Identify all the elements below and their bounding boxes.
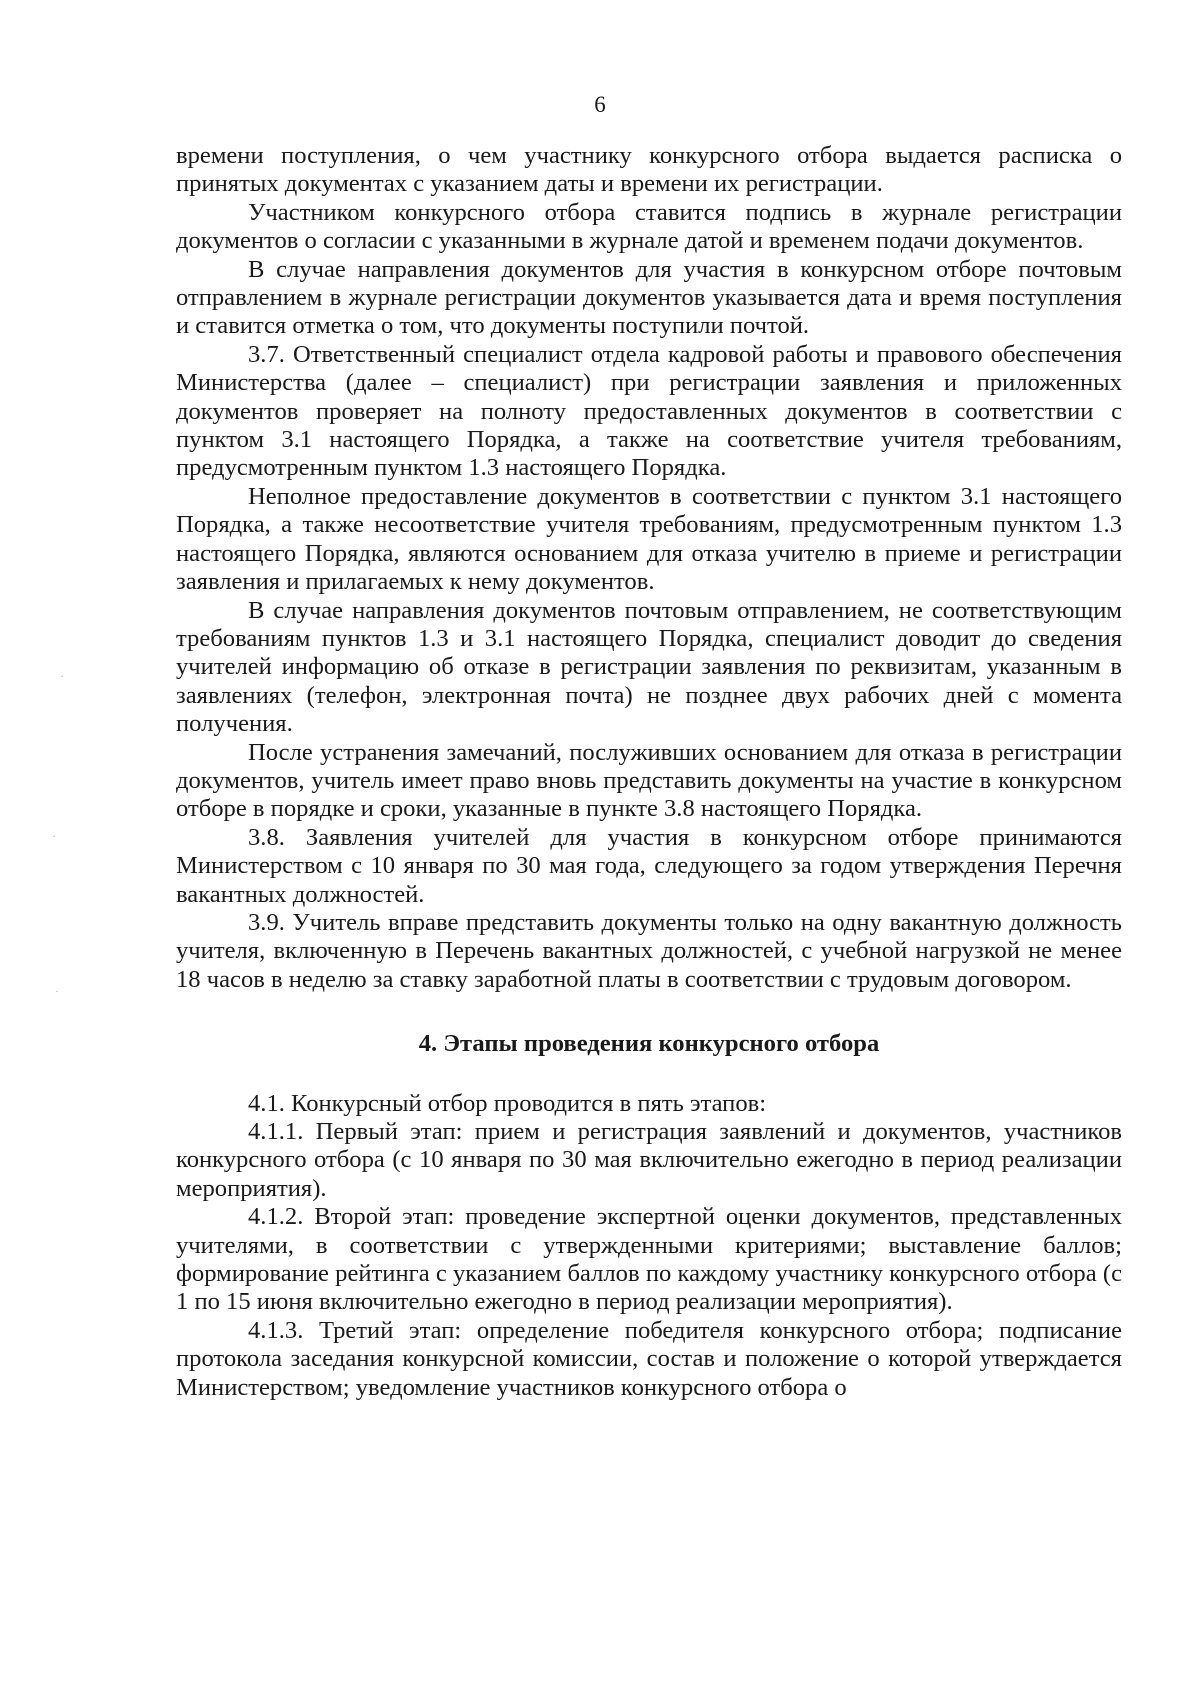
scan-speck: · [52, 829, 56, 843]
paragraph: Участником конкурсного отбора ставится подпись в журнале регистрации документов о согласии с указанными в журнале датой и временем подачи документов. [176, 198, 1122, 255]
paragraph: 3.8. Заявления учителей для участия в конкурсном отборе принимаются Министерством с 10 января по 30 мая года, следующего за годом утверждения Перечня вакантных должностей. [176, 823, 1122, 908]
page-number: 6 [594, 92, 606, 117]
paragraph: Неполное предоставление документов в соответствии с пунктом 3.1 настоящего Порядка, а также несоответствие учителя требованиям, предусмотренным пунктом 1.3 настоящего Порядка, являются основанием для отказа учителю в приеме и регистрации заявления и прилагаемых к нему документов. [176, 482, 1122, 596]
paragraph: времени поступления, о чем участнику конкурсного отбора выдается расписка о принятых документах с указанием даты и времени их регистрации. [176, 142, 1122, 198]
scan-speck: · [60, 669, 64, 683]
paragraph: 4.1.1. Первый этап: прием и регистрация заявлений и документов, участников конкурсного отбора (с 10 января по 30 мая включительно ежегодно в период реализации мероприятия). [176, 1118, 1122, 1202]
paragraph: 4.1.2. Второй этап: проведение экспертной оценки документов, представленных учителями, в соответствии с утвержденными критериями; выставление баллов; формирование рейтинга с указанием баллов по каждому участнику конкурсного отбора (с 1 по 15 июня включительно ежегодно в период реализации мероприятия). [176, 1203, 1122, 1316]
paragraph: 3.9. Учитель вправе представить документы только на одну вакантную должность учителя, включенную в Перечень вакантных должностей, с учебной нагрузкой не менее 18 часов в неделю за ставку заработной платы в соответствии с трудовым договором. [176, 908, 1122, 993]
section-heading: 4. Этапы проведения конкурсного отбора [418, 1030, 880, 1058]
paragraph: 3.7. Ответственный специалист отдела кадровой работы и правового обеспечения Министерства (далее – специалист) при регистрации заявления и приложенных документов проверяет на полноту предоставленных документов в соответствии с пунктом 3.1 настоящего Порядка, а также на соответствие учителя требованиям, предусмотренным пунктом 1.3 настоящего Порядка. [176, 340, 1122, 482]
paragraph: В случае направления документов почтовым отправлением, не соответствующим требованиям пунктов 1.3 и 3.1 настоящего Порядка, специалист доводит до сведения учителей информацию об отказе в регистрации заявления по реквизитам, указанным в заявлениях (телефон, электронная почта) не позднее двух рабочих дней с момента получения. [176, 596, 1122, 738]
scan-speck: · [55, 984, 59, 998]
paragraph: 4.1.3. Третий этап: определение победителя конкурсного отбора; подписание протокола заседания конкурсной комиссии, состав и положение о которой утверждается Министерством; уведомление участников конкурсного отбора о [176, 1316, 1122, 1401]
document-body [176, 142, 1122, 1402]
paragraph: В случае направления документов для участия в конкурсном отборе почтовым отправлением в журнале регистрации документов указывается дата и время поступления и ставится отметка о том, что документы поступили почтой. [176, 255, 1122, 340]
paragraph: 4.1. Конкурсный отбор проводится в пять этапов: [248, 1089, 767, 1117]
paragraph: После устранения замечаний, послуживших основанием для отказа в регистрации документов, учитель имеет право вновь представить документы на участие в конкурсном отборе в порядке и сроки, указанные в пункте 3.8 настоящего Порядка. [176, 738, 1122, 823]
